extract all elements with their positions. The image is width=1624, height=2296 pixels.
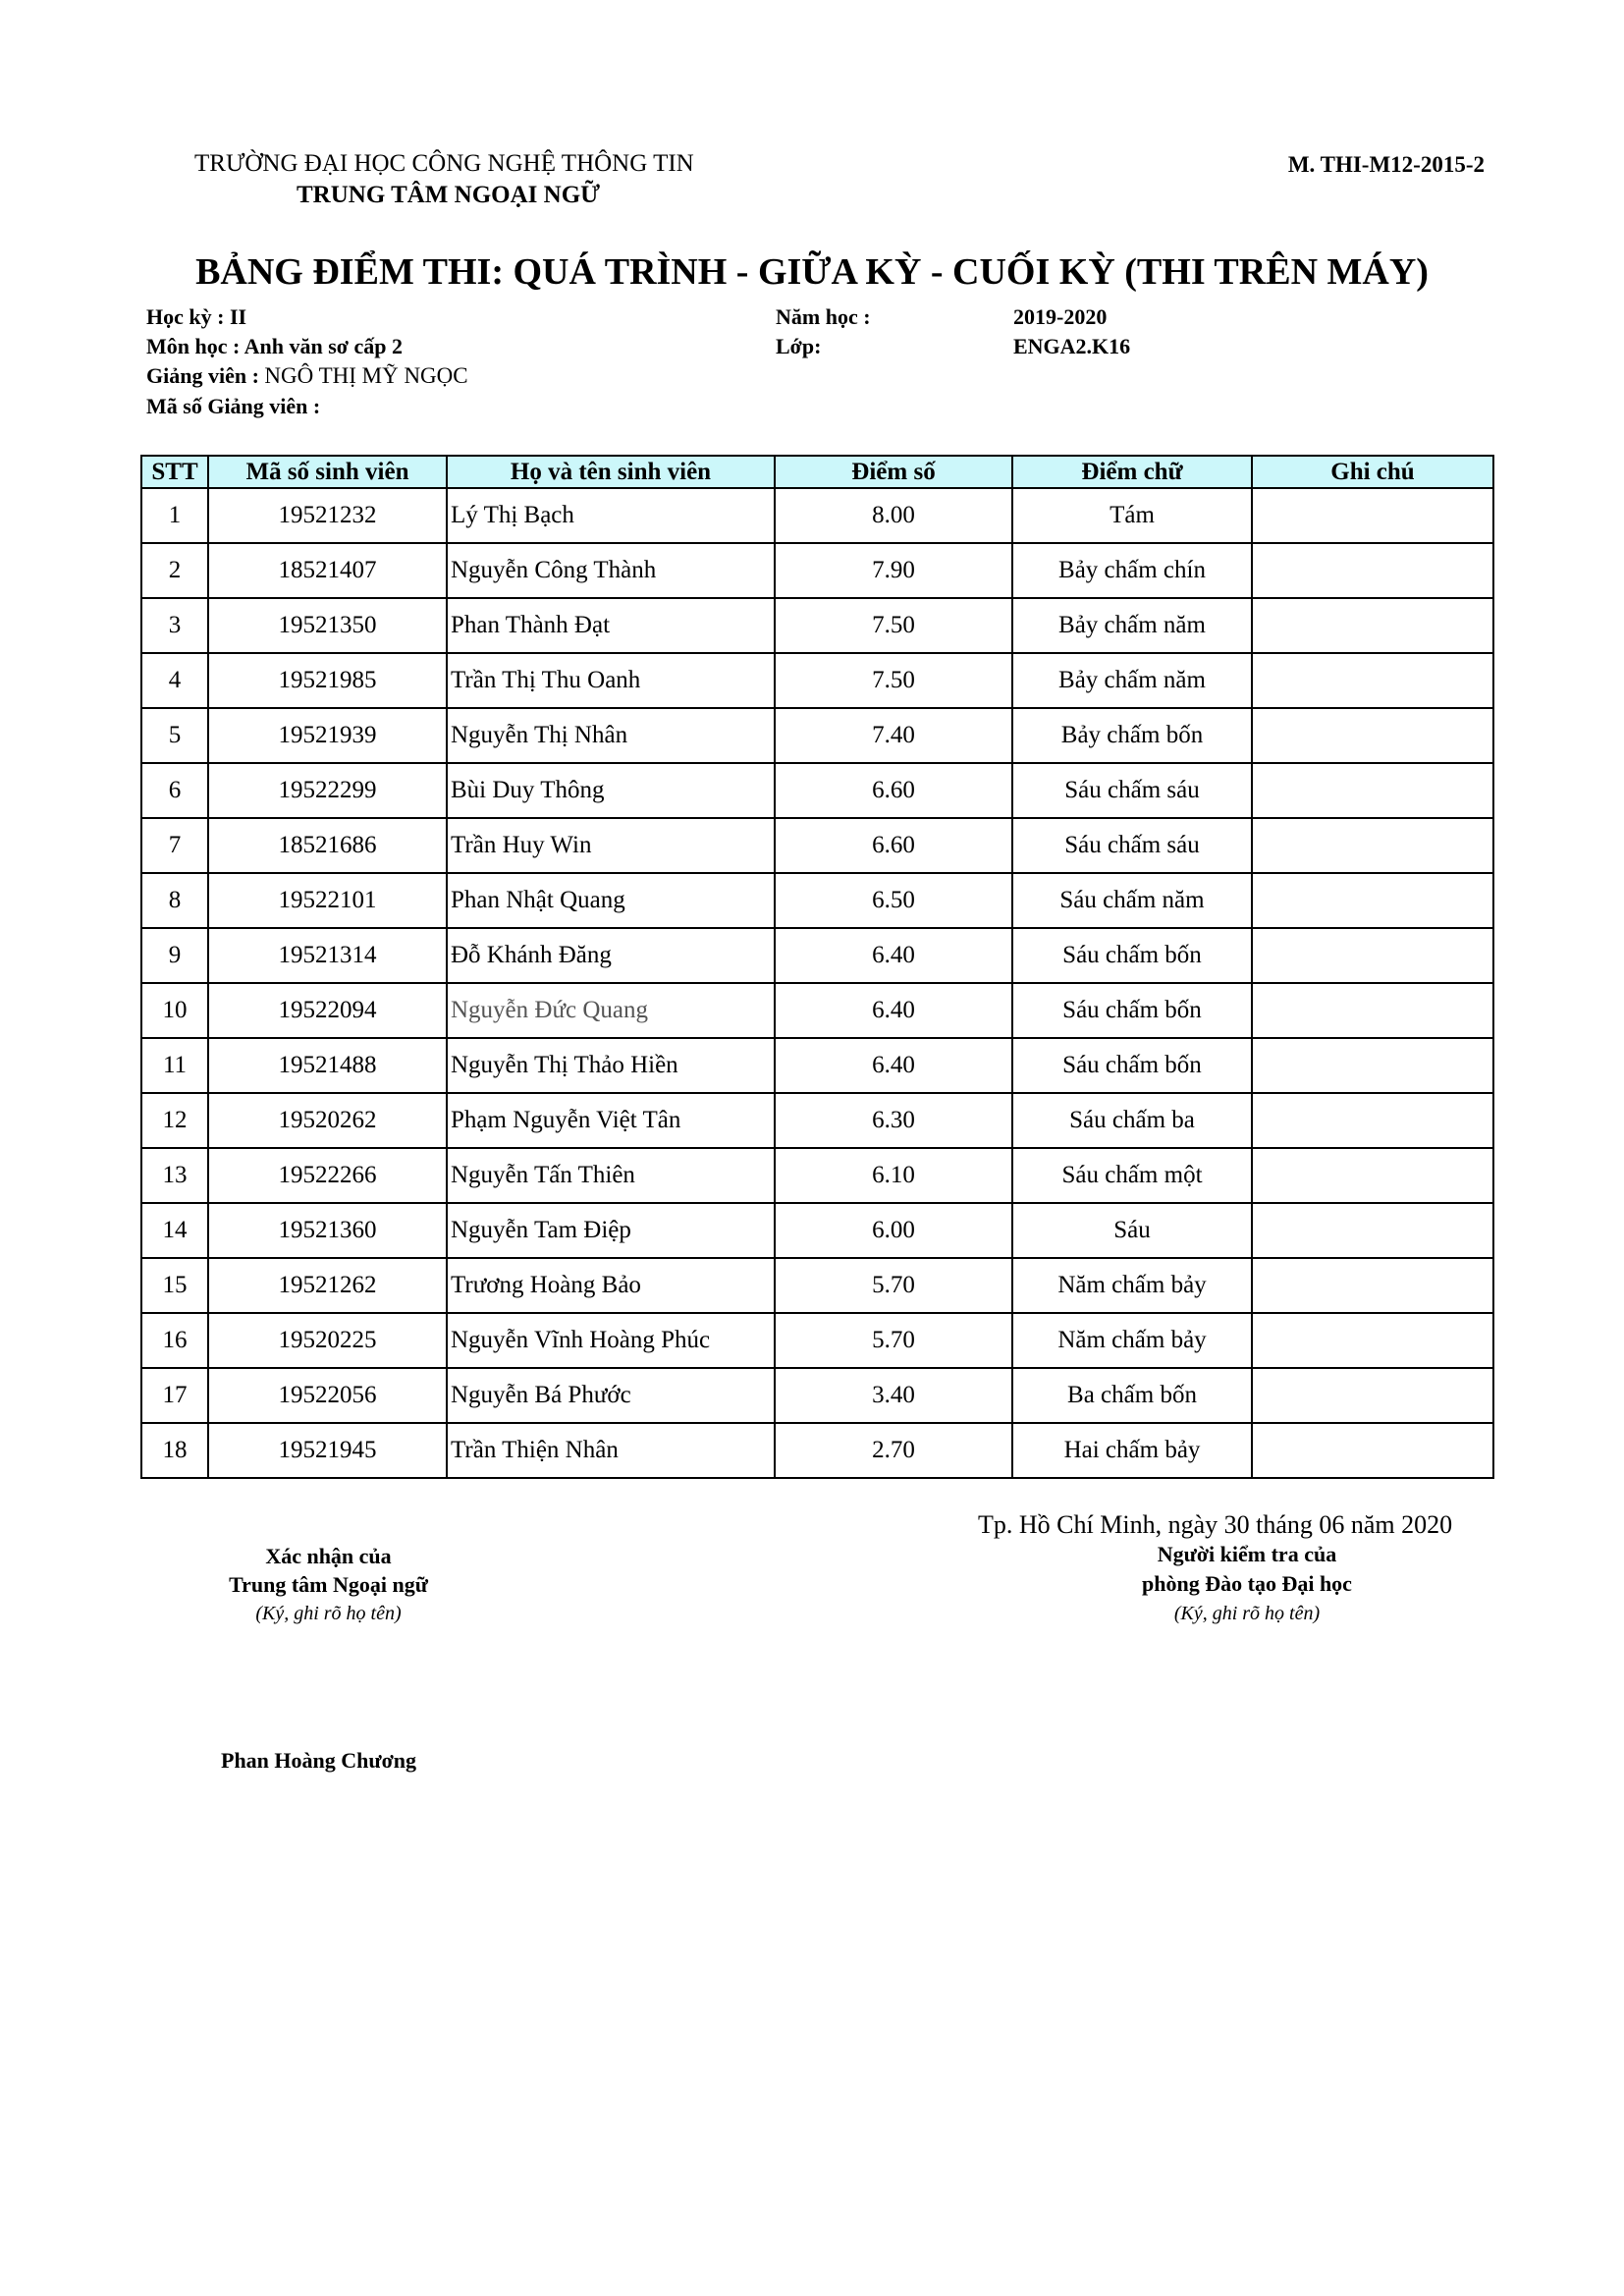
cell-student-name: Lý Thị Bạch bbox=[447, 488, 775, 543]
cell-stt: 10 bbox=[141, 983, 208, 1038]
cell-note bbox=[1252, 1093, 1493, 1148]
cell-stt: 9 bbox=[141, 928, 208, 983]
semester-label: Học kỳ : II bbox=[146, 304, 247, 329]
cell-student-id: 19521939 bbox=[208, 708, 447, 763]
cell-score-words: Ba chấm bốn bbox=[1012, 1368, 1252, 1423]
cell-student-id: 19521360 bbox=[208, 1203, 447, 1258]
cell-note bbox=[1252, 818, 1493, 873]
cell-score: 6.60 bbox=[775, 818, 1012, 873]
cell-stt: 6 bbox=[141, 763, 208, 818]
left-signature-note: (Ký, ghi rõ họ tên) bbox=[255, 1603, 402, 1624]
cell-note bbox=[1252, 1368, 1493, 1423]
table-row bbox=[141, 1038, 1493, 1093]
cell-student-id: 19521985 bbox=[208, 653, 447, 708]
cell-note bbox=[1252, 543, 1493, 598]
school-name: TRƯỜNG ĐẠI HỌC CÔNG NGHỆ THÔNG TIN bbox=[194, 150, 694, 177]
cell-score-words: Năm chấm bảy bbox=[1012, 1258, 1252, 1313]
cell-stt: 4 bbox=[141, 653, 208, 708]
cell-note bbox=[1252, 1258, 1493, 1313]
document-title: BẢNG ĐIỂM THI: QUÁ TRÌNH - GIỮA KỲ - CUỐI KỲ (THI TRÊN MÁY) bbox=[195, 251, 1429, 293]
cell-note bbox=[1252, 873, 1493, 928]
cell-note bbox=[1252, 1148, 1493, 1203]
right-signature-title-2: phòng Đào tạo Đại học bbox=[1142, 1571, 1352, 1596]
cell-student-id: 19522101 bbox=[208, 873, 447, 928]
year-value: 2019-2020 bbox=[1013, 304, 1108, 329]
cell-score: 8.00 bbox=[775, 488, 1012, 543]
cell-note bbox=[1252, 488, 1493, 543]
class-label: Lớp: bbox=[776, 334, 822, 358]
cell-score: 5.70 bbox=[775, 1313, 1012, 1368]
cell-student-id: 19522094 bbox=[208, 983, 447, 1038]
cell-student-id: 19521350 bbox=[208, 598, 447, 653]
cell-student-id: 19521488 bbox=[208, 1038, 447, 1093]
cell-score-words: Sáu chấm bốn bbox=[1012, 928, 1252, 983]
cell-student-id: 19520262 bbox=[208, 1093, 447, 1148]
table-row bbox=[141, 1148, 1493, 1203]
cell-score: 7.90 bbox=[775, 543, 1012, 598]
cell-student-name: Phạm Nguyễn Việt Tân bbox=[447, 1093, 775, 1148]
table-row bbox=[141, 543, 1493, 598]
table-body bbox=[141, 488, 1493, 1478]
table-row bbox=[141, 1093, 1493, 1148]
cell-stt: 12 bbox=[141, 1093, 208, 1148]
cell-score: 7.40 bbox=[775, 708, 1012, 763]
cell-stt: 11 bbox=[141, 1038, 208, 1093]
cell-student-name: Nguyễn Tấn Thiên bbox=[447, 1148, 775, 1203]
cell-note bbox=[1252, 598, 1493, 653]
cell-student-id: 18521686 bbox=[208, 818, 447, 873]
cell-note bbox=[1252, 1038, 1493, 1093]
cell-score-words: Bảy chấm năm bbox=[1012, 653, 1252, 708]
cell-note bbox=[1252, 1313, 1493, 1368]
cell-student-id: 19521314 bbox=[208, 928, 447, 983]
form-code: M. THI-M12-2015-2 bbox=[1287, 152, 1485, 177]
right-signature-title-1: Người kiểm tra của bbox=[1157, 1542, 1337, 1566]
date-line: Tp. Hồ Chí Minh, ngày 30 tháng 06 năm 2020 bbox=[978, 1510, 1453, 1539]
cell-student-name: Phan Thành Đạt bbox=[447, 598, 775, 653]
cell-student-name: Trần Huy Win bbox=[447, 818, 775, 873]
cell-stt: 7 bbox=[141, 818, 208, 873]
table-row bbox=[141, 1423, 1493, 1478]
cell-stt: 13 bbox=[141, 1148, 208, 1203]
cell-student-name: Nguyễn Thị Thảo Hiền bbox=[447, 1038, 775, 1093]
cell-student-id: 19521262 bbox=[208, 1258, 447, 1313]
cell-score: 6.40 bbox=[775, 1038, 1012, 1093]
cell-stt: 2 bbox=[141, 543, 208, 598]
cell-stt: 15 bbox=[141, 1258, 208, 1313]
table-row bbox=[141, 818, 1493, 873]
cell-score: 6.50 bbox=[775, 873, 1012, 928]
cell-student-name: Nguyễn Vĩnh Hoàng Phúc bbox=[447, 1313, 775, 1368]
cell-score-words: Sáu chấm bốn bbox=[1012, 983, 1252, 1038]
col-header-score: Điểm số bbox=[775, 456, 1012, 488]
cell-score-words: Sáu chấm một bbox=[1012, 1148, 1252, 1203]
left-signature-title-1: Xác nhận của bbox=[265, 1544, 392, 1568]
cell-score: 6.00 bbox=[775, 1203, 1012, 1258]
cell-student-id: 19521945 bbox=[208, 1423, 447, 1478]
cell-student-name: Nguyễn Đức Quang bbox=[447, 983, 775, 1038]
cell-score-words: Sáu bbox=[1012, 1203, 1252, 1258]
cell-score: 7.50 bbox=[775, 598, 1012, 653]
cell-note bbox=[1252, 708, 1493, 763]
cell-stt: 14 bbox=[141, 1203, 208, 1258]
table-row bbox=[141, 928, 1493, 983]
cell-score-words: Sáu chấm năm bbox=[1012, 873, 1252, 928]
cell-student-name: Nguyễn Công Thành bbox=[447, 543, 775, 598]
cell-student-name: Nguyễn Thị Nhân bbox=[447, 708, 775, 763]
cell-student-id: 19522299 bbox=[208, 763, 447, 818]
cell-student-name: Trương Hoàng Bảo bbox=[447, 1258, 775, 1313]
lecturer-name: NGÔ THỊ MỸ NGỌC bbox=[264, 363, 468, 388]
cell-student-name: Trần Thiện Nhân bbox=[447, 1423, 775, 1478]
class-value: ENGA2.K16 bbox=[1013, 334, 1131, 358]
cell-student-name: Nguyễn Bá Phước bbox=[447, 1368, 775, 1423]
lecturer-label: Giảng viên : bbox=[146, 363, 265, 388]
col-header-student-name: Họ và tên sinh viên bbox=[447, 456, 775, 488]
cell-student-id: 18521407 bbox=[208, 543, 447, 598]
cell-score-words: Bảy chấm chín bbox=[1012, 543, 1252, 598]
cell-student-name: Phan Nhật Quang bbox=[447, 873, 775, 928]
cell-score-words: Bảy chấm năm bbox=[1012, 598, 1252, 653]
cell-note bbox=[1252, 1423, 1493, 1478]
cell-note bbox=[1252, 928, 1493, 983]
cell-student-id: 19522266 bbox=[208, 1148, 447, 1203]
cell-stt: 3 bbox=[141, 598, 208, 653]
lecturer-line bbox=[146, 363, 468, 389]
cell-note bbox=[1252, 1203, 1493, 1258]
cell-score: 6.30 bbox=[775, 1093, 1012, 1148]
col-header-student-id: Mã số sinh viên bbox=[208, 456, 447, 488]
cell-student-id: 19521232 bbox=[208, 488, 447, 543]
cell-stt: 5 bbox=[141, 708, 208, 763]
left-signature-title-2: Trung tâm Ngoại ngữ bbox=[229, 1572, 428, 1597]
table-row bbox=[141, 983, 1493, 1038]
table-row bbox=[141, 1368, 1493, 1423]
table-row bbox=[141, 1203, 1493, 1258]
table-row bbox=[141, 708, 1493, 763]
cell-student-id: 19520225 bbox=[208, 1313, 447, 1368]
cell-score-words: Bảy chấm bốn bbox=[1012, 708, 1252, 763]
subject-label: Môn học : Anh văn sơ cấp 2 bbox=[146, 334, 403, 358]
table-row bbox=[141, 598, 1493, 653]
col-header-stt: STT bbox=[141, 456, 208, 488]
cell-score-words: Hai chấm bảy bbox=[1012, 1423, 1252, 1478]
center-name: TRUNG TÂM NGOẠI NGỮ bbox=[297, 182, 601, 208]
cell-score: 6.40 bbox=[775, 983, 1012, 1038]
left-signer-name: Phan Hoàng Chương bbox=[221, 1748, 416, 1773]
grades-table bbox=[140, 455, 1494, 1479]
cell-student-name: Nguyễn Tam Điệp bbox=[447, 1203, 775, 1258]
cell-score-words: Sáu chấm ba bbox=[1012, 1093, 1252, 1148]
cell-score-words: Tám bbox=[1012, 488, 1252, 543]
cell-score-words: Sáu chấm sáu bbox=[1012, 818, 1252, 873]
cell-stt: 18 bbox=[141, 1423, 208, 1478]
col-header-score-words: Điểm chữ bbox=[1012, 456, 1252, 488]
cell-score-words: Sáu chấm bốn bbox=[1012, 1038, 1252, 1093]
cell-score: 7.50 bbox=[775, 653, 1012, 708]
cell-student-name: Trần Thị Thu Oanh bbox=[447, 653, 775, 708]
cell-note bbox=[1252, 983, 1493, 1038]
cell-student-id: 19522056 bbox=[208, 1368, 447, 1423]
cell-student-name: Bùi Duy Thông bbox=[447, 763, 775, 818]
cell-stt: 17 bbox=[141, 1368, 208, 1423]
table-row bbox=[141, 1313, 1493, 1368]
year-label: Năm học : bbox=[776, 304, 871, 329]
table-row bbox=[141, 763, 1493, 818]
table-header-row bbox=[141, 456, 1493, 488]
cell-stt: 1 bbox=[141, 488, 208, 543]
right-signature-note: (Ký, ghi rõ họ tên) bbox=[1173, 1603, 1321, 1624]
cell-score-words: Sáu chấm sáu bbox=[1012, 763, 1252, 818]
table-row bbox=[141, 1258, 1493, 1313]
cell-stt: 8 bbox=[141, 873, 208, 928]
table-row bbox=[141, 488, 1493, 543]
cell-note bbox=[1252, 763, 1493, 818]
cell-score: 6.10 bbox=[775, 1148, 1012, 1203]
cell-note bbox=[1252, 653, 1493, 708]
cell-score: 6.40 bbox=[775, 928, 1012, 983]
lecturer-id-label: Mã số Giảng viên : bbox=[146, 394, 321, 418]
table-row bbox=[141, 873, 1493, 928]
cell-score-words: Năm chấm bảy bbox=[1012, 1313, 1252, 1368]
table-row bbox=[141, 653, 1493, 708]
col-header-note: Ghi chú bbox=[1252, 456, 1493, 488]
cell-score: 5.70 bbox=[775, 1258, 1012, 1313]
cell-stt: 16 bbox=[141, 1313, 208, 1368]
cell-score: 2.70 bbox=[775, 1423, 1012, 1478]
cell-student-name: Đỗ Khánh Đăng bbox=[447, 928, 775, 983]
cell-score: 6.60 bbox=[775, 763, 1012, 818]
cell-score: 3.40 bbox=[775, 1368, 1012, 1423]
